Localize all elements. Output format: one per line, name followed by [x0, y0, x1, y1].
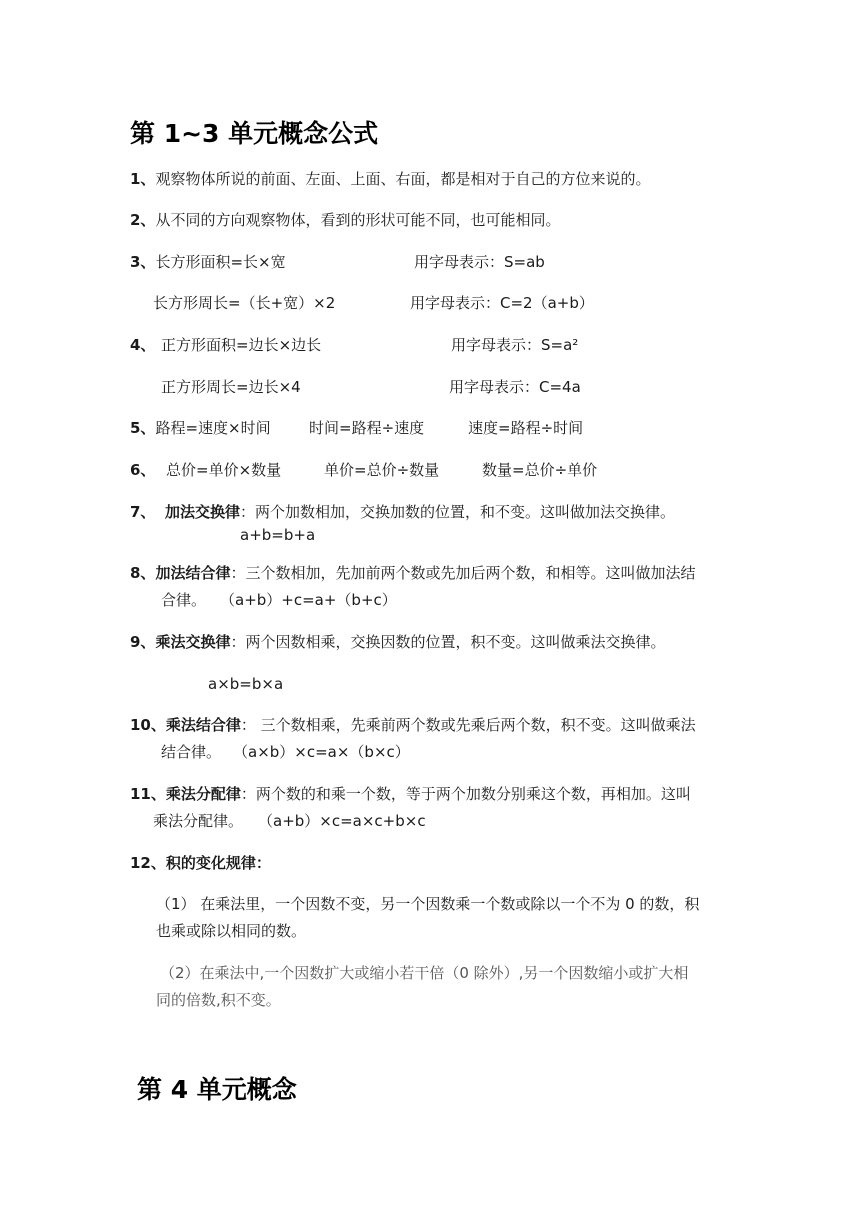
- item-12-rule-2-line-1: （2）在乘法中,一个因数扩大或缩小若干倍（0 除外）,另一个因数缩小或扩大相: [160, 964, 689, 982]
- law-text: ：两个因数相乘，交换因数的位置，积不变。这叫做乘法交换律。: [230, 633, 666, 651]
- section-title-1: 第 1~3 单元概念公式: [130, 119, 379, 148]
- item-4-perimeter-letters: 用字母表示：C=4a: [449, 378, 581, 396]
- law-text: ：三个数相加，先加前两个数或先加后两个数，和相等。这叫做加法结: [230, 564, 696, 582]
- item-12-rule-1-line-2: 也乘或除以相同的数。: [156, 922, 307, 940]
- item-number: 11、: [130, 785, 166, 803]
- item-8-formula: （a+b）+c=a+（b+c）: [220, 591, 397, 609]
- item-number-7: 7、: [130, 503, 156, 521]
- item-number: 9、: [130, 633, 156, 651]
- item-number: 10、: [130, 716, 166, 734]
- item-4-perimeter: 正方形周长=边长×4: [161, 378, 301, 396]
- item-number: 5、: [130, 419, 156, 437]
- item-12-rule-2-line-2: 同的倍数,积不变。: [156, 991, 281, 1009]
- item-3-area-letters: 用字母表示：S=ab: [414, 253, 545, 271]
- item-5-formula-2: 时间=路程÷速度: [309, 419, 425, 437]
- item-number: 8、: [130, 564, 156, 582]
- item-12-rule-1-line-1: （1） 在乘法里，一个因数不变，另一个因数乘一个数或除以一个不为 0 的数，积: [156, 895, 700, 913]
- item-2: [130, 210, 560, 230]
- item-9-formula: a×b=b×a: [208, 675, 284, 693]
- item-7: [165, 502, 675, 522]
- item-10-continued: 结合律。: [161, 743, 222, 761]
- item-12: [130, 853, 271, 873]
- law-term: 积的变化规律：: [165, 854, 271, 872]
- item-11-continued: 乘法分配律。: [153, 812, 244, 830]
- law-text: ：两个加数相加，交换加数的位置，和不变。这叫做加法交换律。: [240, 503, 676, 521]
- formula-text: 路程=速度×时间: [155, 419, 271, 437]
- item-number-4: 4、: [130, 336, 156, 354]
- item-3-area: [130, 252, 286, 272]
- item-number: 2、: [130, 211, 156, 229]
- item-4-area: 正方形面积=边长×边长: [161, 336, 322, 354]
- item-6-formula-1: 总价=单价×数量: [166, 461, 282, 479]
- law-term: 加法交换律: [165, 503, 241, 521]
- item-3-perimeter: 长方形周长=（长+宽）×2: [153, 294, 336, 312]
- item-8: [130, 563, 695, 583]
- item-9: [130, 632, 665, 652]
- item-11-formula: （a+b）×c=a×c+b×c: [258, 812, 426, 830]
- item-10: [130, 715, 696, 735]
- item-3-perimeter-letters: 用字母表示：C=2（a+b）: [410, 294, 594, 312]
- law-term: 乘法分配律: [165, 785, 241, 803]
- item-6-formula-3: 数量=总价÷单价: [482, 461, 598, 479]
- item-10-formula: （a×b）×c=a×（b×c）: [233, 743, 410, 761]
- item-6-formula-2: 单价=总价÷数量: [324, 461, 440, 479]
- law-term: 乘法结合律: [165, 716, 241, 734]
- item-5-formula-3: 速度=路程÷时间: [468, 419, 584, 437]
- item-11: [130, 784, 691, 804]
- item-text: 观察物体所说的前面、左面、上面、右面，都是相对于自己的方位来说的。: [155, 170, 651, 188]
- law-term: 乘法交换律: [155, 633, 231, 651]
- item-text: 从不同的方向观察物体，看到的形状可能不同，也可能相同。: [155, 211, 561, 229]
- law-text: ：两个数的和乘一个数，等于两个加数分别乘这个数，再相加。这叫: [240, 785, 691, 803]
- item-5: [130, 418, 271, 438]
- item-number: 3、: [130, 253, 156, 271]
- law-term: 加法结合律: [155, 564, 231, 582]
- item-8-continued: 合律。: [161, 591, 207, 609]
- item-4-area-letters: 用字母表示：S=a²: [451, 336, 579, 354]
- item-number: 12、: [130, 854, 166, 872]
- item-1: [130, 169, 650, 189]
- item-7-formula: a+b=b+a: [240, 526, 316, 544]
- formula-text: 长方形面积=长×宽: [155, 253, 286, 271]
- item-number: 1、: [130, 170, 156, 188]
- item-number-6: 6、: [130, 461, 156, 479]
- section-title-2: 第 4 单元概念: [137, 1075, 297, 1104]
- law-text: ： 三个数相乘，先乘前两个数或先乘后两个数，积不变。这叫做乘法: [240, 716, 696, 734]
